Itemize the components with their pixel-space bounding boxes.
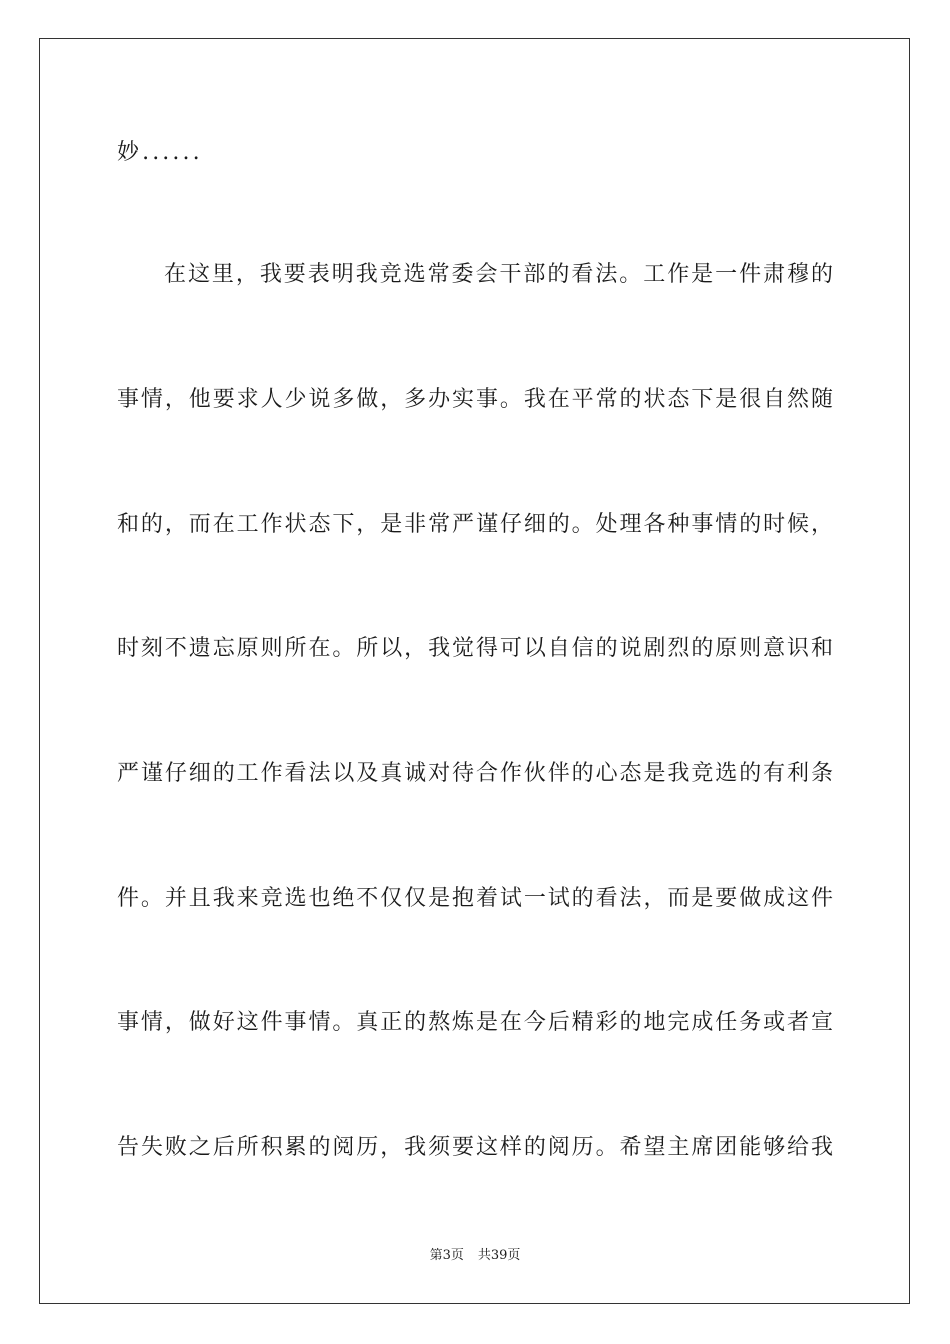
paragraph-line-3: 事情，他要求人少说多做，多办实事。我在平常的状态下是很自然随 — [117, 387, 833, 412]
paragraph-line-1: 妙...... — [117, 140, 203, 165]
page-frame — [39, 38, 910, 1304]
page-number-current: 第3页 — [429, 1248, 464, 1263]
paragraph-line-6: 严谨仔细的工作看法以及真诚对待合作伙伴的心态是我竞选的有利条 — [117, 761, 833, 786]
paragraph-line-9: 告失败之后所积累的阅历，我须要这样的阅历。希望主席团能够给我 — [117, 1135, 833, 1160]
paragraph-line-4: 和的，而在工作状态下，是非常严谨仔细的。处理各种事情的时候， — [117, 512, 833, 537]
paragraph-line-7: 件。并且我来竞选也绝不仅仅是抱着试一试的看法，而是要做成这件 — [117, 886, 833, 911]
paragraph-line-5: 时刻不遗忘原则所在。所以，我觉得可以自信的说剧烈的原则意识和 — [117, 636, 833, 661]
page-number-total: 共39页 — [477, 1248, 521, 1263]
paragraph-line-8: 事情，做好这件事情。真正的熬炼是在今后精彩的地完成任务或者宣 — [117, 1010, 833, 1035]
page-footer — [0, 1248, 950, 1264]
paragraph-line-2: 在这里，我要表明我竞选常委会干部的看法。工作是一件肃穆的 — [164, 262, 833, 287]
